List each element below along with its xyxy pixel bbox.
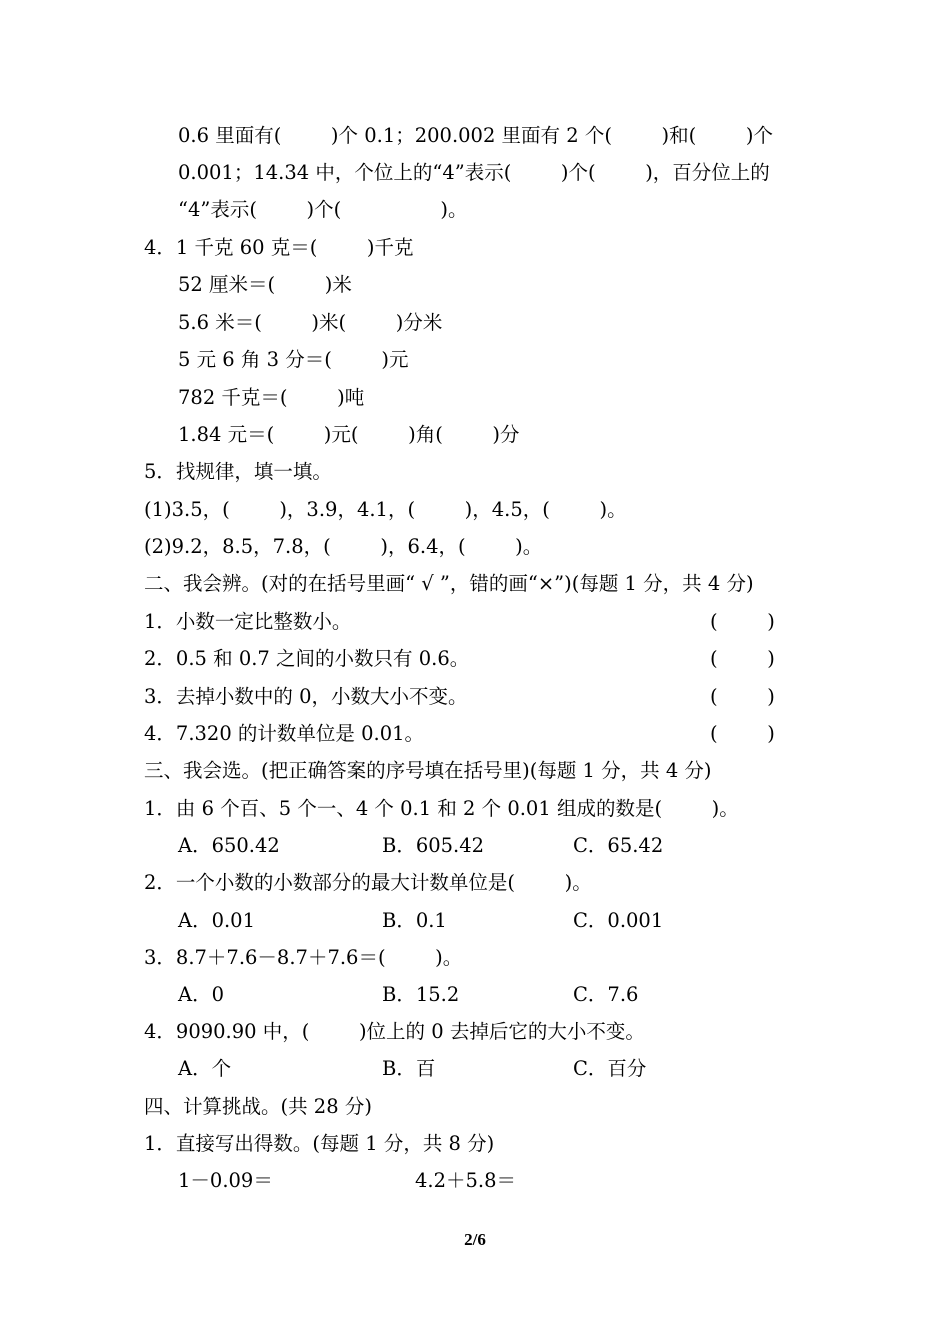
calc-item-2: 4.2＋5.8＝ — [415, 1169, 517, 1192]
judge-item-4-bracket[interactable]: ( ) — [710, 722, 775, 745]
choose-q4-option-b[interactable]: B．百 — [382, 1057, 436, 1080]
q5-item-2: (2)9.2，8.5，7.8，( )，6.4，( )。 — [144, 535, 543, 558]
section-calc-heading: 四、计算挑战。(共 28 分) — [144, 1095, 372, 1118]
page-number: 2/6 — [464, 1230, 486, 1249]
choose-q3-option-b[interactable]: B．15.2 — [382, 983, 460, 1006]
judge-item-2-text: 2．0.5 和 0.7 之间的小数只有 0.6。 — [144, 647, 470, 670]
choose-q3-option-c[interactable]: C．7.6 — [573, 983, 639, 1006]
choose-q4-option-c[interactable]: C．百分 — [573, 1057, 647, 1080]
judge-item-3-bracket[interactable]: ( ) — [710, 685, 775, 708]
q4-title: 4．1 千克 60 克＝( )千克 — [144, 236, 414, 259]
choose-q3-option-a[interactable]: A．0 — [178, 983, 224, 1006]
q5-title: 5．找规律，填一填。 — [144, 460, 332, 483]
choose-q1-text: 1．由 6 个百、5 个一、4 个 0.1 和 2 个 0.01 组成的数是( )。 — [144, 797, 739, 820]
choose-q1-option-a[interactable]: A．650.42 — [178, 834, 280, 857]
choose-q2-option-c[interactable]: C．0.001 — [573, 909, 664, 932]
choose-q3-text: 3．8.7＋7.6－8.7＋7.6＝( )。 — [144, 946, 463, 969]
q4-item-1: 52 厘米＝( )米 — [178, 273, 352, 296]
choose-q1-option-c[interactable]: C．65.42 — [573, 834, 664, 857]
choose-q2-text: 2．一个小数的小数部分的最大计数单位是( )。 — [144, 871, 592, 894]
calc-item-1: 1－0.09＝ — [178, 1169, 273, 1192]
section-judge-heading: 二、我会辨。(对的在括号里画“ √ ”，错的画“×”)(每题 1 分，共 4 分) — [144, 572, 754, 595]
q5-item-1: (1)3.5，( )，3.9，4.1，( )，4.5，( )。 — [144, 498, 627, 521]
judge-item-2-bracket[interactable]: ( ) — [710, 647, 775, 670]
choose-q2-option-a[interactable]: A．0.01 — [178, 909, 256, 932]
calc-sub-heading: 1．直接写出得数。(每题 1 分，共 8 分) — [144, 1132, 495, 1155]
choose-q4-text: 4．9090.90 中，( )位上的 0 去掉后它的大小不变。 — [144, 1020, 645, 1043]
judge-item-4-text: 4．7.320 的计数单位是 0.01。 — [144, 722, 425, 745]
choose-q1-option-b[interactable]: B．605.42 — [382, 834, 485, 857]
judge-item-1-bracket[interactable]: ( ) — [710, 610, 775, 633]
q4-item-5: 1.84 元＝( )元( )角( )分 — [178, 423, 520, 446]
q3-line-2: 0.001；14.34 中，个位上的“4”表示( )个( )，百分位上的 — [178, 161, 770, 184]
q4-item-4: 782 千克＝( )吨 — [178, 386, 365, 409]
q3-line-3: “4”表示( )个( )。 — [178, 198, 468, 221]
judge-item-1-text: 1．小数一定比整数小。 — [144, 610, 352, 633]
q4-item-3: 5 元 6 角 3 分＝( )元 — [178, 348, 409, 371]
section-choose-heading: 三、我会选。(把正确答案的序号填在括号里)(每题 1 分，共 4 分) — [144, 759, 712, 782]
q3-line-1: 0.6 里面有( )个 0.1；200.002 里面有 2 个( )和( )个 — [178, 124, 773, 147]
choose-q2-option-b[interactable]: B．0.1 — [382, 909, 447, 932]
judge-item-3-text: 3．去掉小数中的 0，小数大小不变。 — [144, 685, 468, 708]
q4-item-2: 5.6 米＝( )米( )分米 — [178, 311, 443, 334]
choose-q4-option-a[interactable]: A．个 — [178, 1057, 232, 1080]
